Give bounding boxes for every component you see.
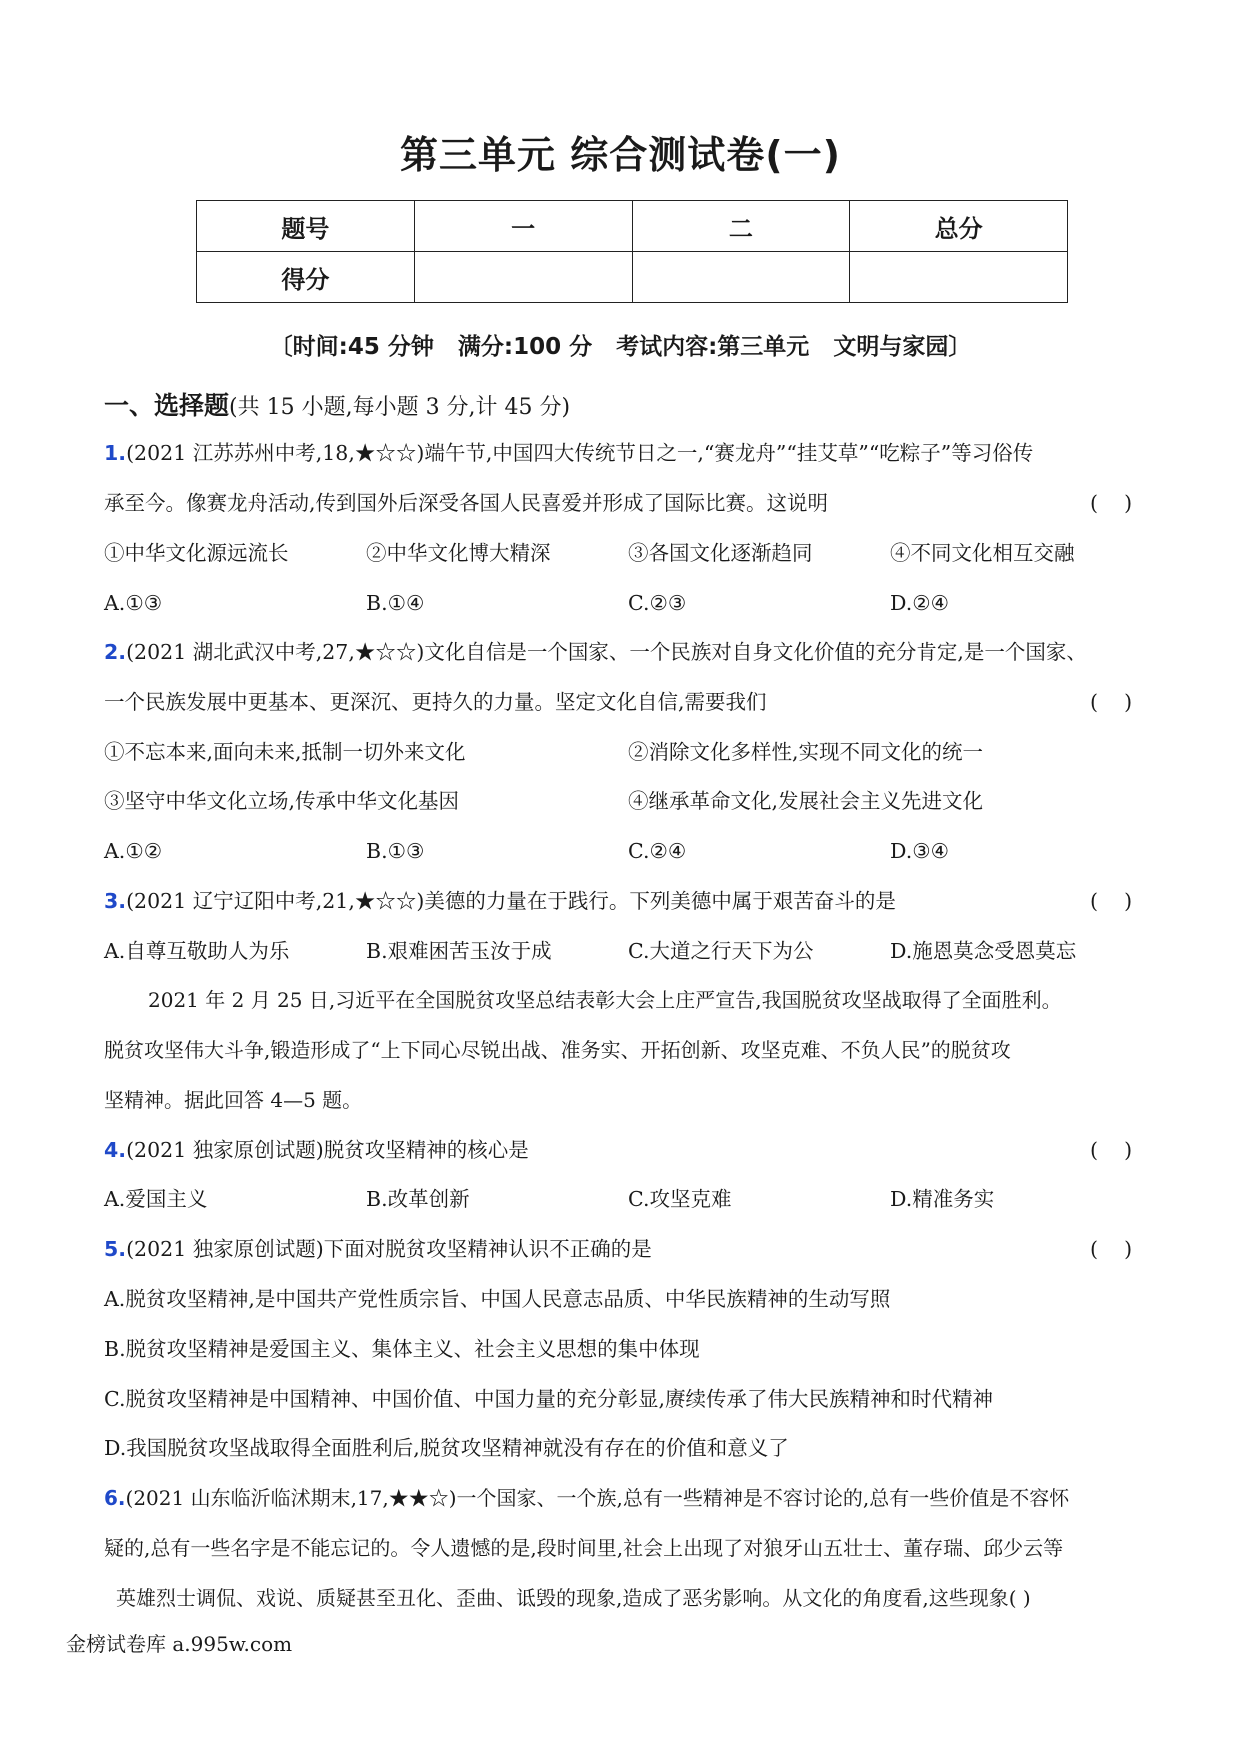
- answer-option: C.大道之行天下为公: [628, 939, 814, 963]
- answer-option: A.爱国主义: [104, 1187, 208, 1211]
- section-heading: [104, 386, 570, 422]
- question-number: 2.: [104, 640, 127, 664]
- statement-item: ①中华文化源远流长: [104, 541, 289, 565]
- score-table-cell: [850, 252, 1068, 303]
- score-table-score-row: [197, 252, 1068, 303]
- answer-option: D.精准务实: [890, 1187, 995, 1211]
- score-table-cell: 二: [632, 201, 850, 252]
- answer-option: C.脱贫攻坚精神是中国精神、中国价值、中国力量的充分彰显,赓续传承了伟大民族精神和时代精神: [104, 1387, 993, 1411]
- score-table-cell: 题号: [197, 201, 415, 252]
- statement-item: ④不同文化相互交融: [890, 541, 1075, 565]
- question-text: (2021 辽宁辽阳中考,21,★☆☆)美德的力量在于践行。下列美德中属于艰苦奋斗的是: [126, 889, 896, 913]
- question-text: (2021 独家原创试题)下面对脱贫攻坚精神认识不正确的是: [126, 1237, 652, 1261]
- answer-blank: ( ): [1090, 1138, 1133, 1162]
- answer-option: D.②④: [890, 591, 949, 615]
- answer-option: D.施恩莫念受恩莫忘: [890, 939, 1077, 963]
- question-2-line-1: [104, 637, 1087, 667]
- question-number: 3.: [104, 889, 127, 913]
- answer-blank: ( ): [1090, 1237, 1133, 1261]
- question-1-line-2: 承至今。像赛龙舟活动,传到国外后深受各国人民喜爱并形成了国际比赛。这说明: [104, 491, 829, 515]
- page-title: 第三单元 综合测试卷(一): [400, 133, 841, 177]
- question-1-line-1: [104, 438, 1033, 468]
- score-table-cell: 总分: [850, 201, 1068, 252]
- question-text: (2021 独家原创试题)脱贫攻坚精神的核心是: [126, 1138, 529, 1162]
- question-4-line-1: [104, 1135, 529, 1165]
- question-number: 1.: [104, 441, 127, 465]
- question-text: (2021 江苏苏州中考,18,★☆☆)端午节,中国四大传统节日之一,“赛龙舟”“挂艾草”“吃粽子”等习俗传: [126, 441, 1034, 465]
- question-5-line-1: [104, 1234, 652, 1264]
- statement-item: ①不忘本来,面向未来,抵制一切外来文化: [104, 740, 466, 764]
- answer-option: D.我国脱贫攻坚战取得全面胜利后,脱贫攻坚精神就没有存在的价值和意义了: [104, 1436, 789, 1460]
- question-number: 6.: [104, 1486, 126, 1510]
- score-table-cell: 一: [414, 201, 632, 252]
- score-table-cell: [632, 252, 850, 303]
- question-3-line-1: [104, 886, 896, 916]
- statement-item: ②消除文化多样性,实现不同文化的统一: [628, 740, 984, 764]
- question-text: (2021 湖北武汉中考,27,★☆☆)文化自信是一个国家、一个民族对自身文化价值的充分肯定,是一个国家、: [126, 640, 1087, 664]
- answer-option: A.①②: [104, 839, 163, 863]
- question-text: (2021 山东临沂临沭期末,17,★★☆)一个国家、一个族,总有一些精神是不容讨论的,总有一些价值是不容怀: [125, 1486, 1070, 1510]
- answer-option: C.②③: [628, 591, 687, 615]
- answer-blank: ( ): [1090, 889, 1133, 913]
- score-table-cell: [414, 252, 632, 303]
- statement-item: ②中华文化博大精深: [366, 541, 551, 565]
- score-table: [196, 200, 1068, 303]
- answer-option: B.改革创新: [366, 1187, 470, 1211]
- passage-line-3: 坚精神。据此回答 4—5 题。: [104, 1088, 363, 1112]
- question-6-line-1: [104, 1483, 1069, 1513]
- answer-option: C.②④: [628, 839, 687, 863]
- section-title: 一、选择题: [104, 391, 230, 420]
- statement-item: ④继承革命文化,发展社会主义先进文化: [628, 789, 984, 813]
- answer-option: C.攻坚克难: [628, 1187, 732, 1211]
- question-6-line-3: 英雄烈士调侃、戏说、质疑甚至丑化、歪曲、诋毁的现象,造成了恶劣影响。从文化的角度看,这些现象( ): [116, 1586, 1031, 1610]
- question-number: 5.: [104, 1237, 127, 1261]
- answer-option: B.脱贫攻坚精神是爱国主义、集体主义、社会主义思想的集中体现: [104, 1337, 700, 1361]
- statement-item: ③各国文化逐渐趋同: [628, 541, 813, 565]
- answer-option: A.脱贫攻坚精神,是中国共产党性质宗旨、中国人民意志品质、中华民族精神的生动写照: [104, 1287, 891, 1311]
- footer-watermark: 金榜试卷库 a.995w.com: [66, 1632, 293, 1656]
- statement-item: ③坚守中华文化立场,传承中华文化基因: [104, 789, 460, 813]
- answer-option: B.①④: [366, 591, 425, 615]
- question-6-line-2: 疑的,总有一些名字是不能忘记的。令人遗憾的是,段时间里,社会上出现了对狼牙山五壮士、董存瑞、邱少云等: [104, 1536, 1064, 1560]
- answer-option: B.①③: [366, 839, 425, 863]
- question-number: 4.: [104, 1138, 127, 1162]
- answer-option: D.③④: [890, 839, 949, 863]
- exam-info: 〔时间:45 分钟 满分:100 分 考试内容:第三单元 文明与家园〕: [269, 334, 972, 360]
- answer-blank: ( ): [1090, 491, 1133, 515]
- answer-option: A.自尊互敬助人为乐: [104, 939, 290, 963]
- answer-blank: ( ): [1090, 690, 1133, 714]
- score-table-cell: 得分: [197, 252, 415, 303]
- answer-option: A.①③: [104, 591, 163, 615]
- question-2-line-2: 一个民族发展中更基本、更深沉、更持久的力量。坚定文化自信,需要我们: [104, 690, 767, 714]
- passage-line-1: 2021 年 2 月 25 日,习近平在全国脱贫攻坚总结表彰大会上庄严宣告,我国脱贫攻坚战取得了全面胜利。: [148, 988, 1062, 1012]
- answer-option: B.艰难困苦玉汝于成: [366, 939, 552, 963]
- score-table-header-row: [197, 201, 1068, 252]
- passage-line-2: 脱贫攻坚伟大斗争,锻造形成了“上下同心尽锐出战、准务实、开拓创新、攻坚克难、不负人民”的脱贫攻: [104, 1038, 1011, 1062]
- section-note: (共 15 小题,每小题 3 分,计 45 分): [229, 395, 571, 420]
